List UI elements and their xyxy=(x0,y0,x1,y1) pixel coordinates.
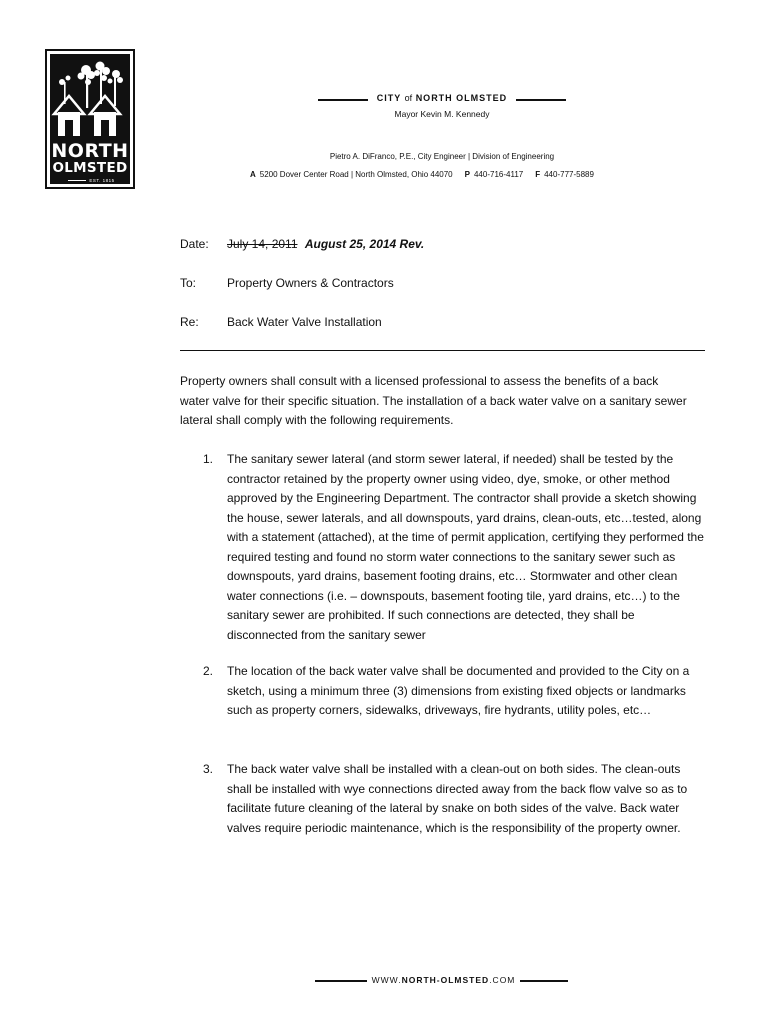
letterhead-contact xyxy=(250,170,594,179)
intro-paragraph: Property owners shall consult with a licensed professional to assess the benefits of a back water valve for their specific situation. The installation of a back water valve on a sanitary sewer lateral shall comply with the following requirements. xyxy=(180,374,687,427)
letterhead-rule-left xyxy=(318,99,368,101)
footer-rule-left xyxy=(315,980,367,982)
list-item-text: The sanitary sewer lateral (and storm sewer lateral, if needed) shall be tested by the contractor retained by the property owner using video, dye, smoke, or other method approved by the Engineering Department. The contractor shall provide a sketch showing the house, sewer laterals, and all downspouts, yard drains, clean-outs, etc…tested, along with a statement (attached), at the time of permit application, certifying they performed the required testing and found no storm water connections to the sanitary sewer such as downspouts, yard drains, basement footing drains, etc… Stormwater and other clean water connections (i.e. – downspouts, basement footing tile, yard drains, etc…) to the sanitary sewer are prohibited. If such connections are detected, they shall be disconnected from the sanitary sewer xyxy=(227,452,704,642)
city-logo xyxy=(45,49,135,189)
letterhead-mayor: Mayor Kevin M. Kennedy xyxy=(394,109,490,119)
memo-divider xyxy=(180,350,705,351)
list-number: 3. xyxy=(203,762,214,776)
url-suffix: .COM xyxy=(489,975,516,985)
city-prefix: CITY xyxy=(376,93,402,103)
fax-text: 440-777-5889 xyxy=(544,170,594,179)
date-old: July 14, 2011 xyxy=(227,237,298,251)
houses-and-trees-icon xyxy=(50,54,130,144)
city-of: of xyxy=(404,93,413,103)
to-value: Property Owners & Contractors xyxy=(227,276,394,290)
footer-url xyxy=(367,975,520,985)
logo-established xyxy=(54,178,126,184)
footer-rule-right xyxy=(520,980,568,982)
address-text: 5200 Dover Center Road | North Olmsted, Ohio 44070 xyxy=(259,170,453,179)
logo-established-text: EST. 1815 xyxy=(89,178,115,183)
list-item-text: The back water valve shall be installed with a clean-out on both sides. The clean-outs shall be installed with wye connections directed away from the back flow valve so as to facilitate future cleaning of the lateral by snake on both sides of the valve. Back water valves require periodic maintenance, which is the responsibility of the property owner. xyxy=(227,762,688,835)
list-number: 1. xyxy=(203,452,214,466)
logo-badge xyxy=(50,54,130,184)
re-value: Back Water Valve Installation xyxy=(227,315,382,329)
date-label: Date: xyxy=(180,237,209,251)
city-name: NORTH OLMSTED xyxy=(415,93,508,103)
phone-label: P xyxy=(464,170,470,179)
logo-olmsted-text: OLMSTED xyxy=(52,160,128,176)
re-label: Re: xyxy=(180,315,199,329)
list-item-text: The location of the back water valve shall be documented and provided to the City on a sketch, using a minimum three (3) dimensions from existing fixed objects or landmarks such as property corners, sidewalks, driveways, fire hydrants, utility poles, etc… xyxy=(227,664,690,717)
url-main: NORTH-OLMSTED xyxy=(401,975,490,985)
to-label: To: xyxy=(180,276,197,290)
address-label: A xyxy=(250,170,256,179)
letterhead-rule-right xyxy=(516,99,566,101)
letterhead-engineer: Pietro A. DiFranco, P.E., City Engineer | Division of Engineering xyxy=(329,152,555,161)
letterhead-city-title xyxy=(368,93,516,103)
list-number: 2. xyxy=(203,664,214,678)
date-value xyxy=(227,237,424,251)
fax-label: F xyxy=(535,170,541,179)
phone-text: 440-716-4117 xyxy=(473,170,524,179)
logo-north-text: NORTH xyxy=(51,140,129,162)
date-new: August 25, 2014 Rev. xyxy=(304,237,425,251)
url-prefix: WWW. xyxy=(371,975,402,985)
